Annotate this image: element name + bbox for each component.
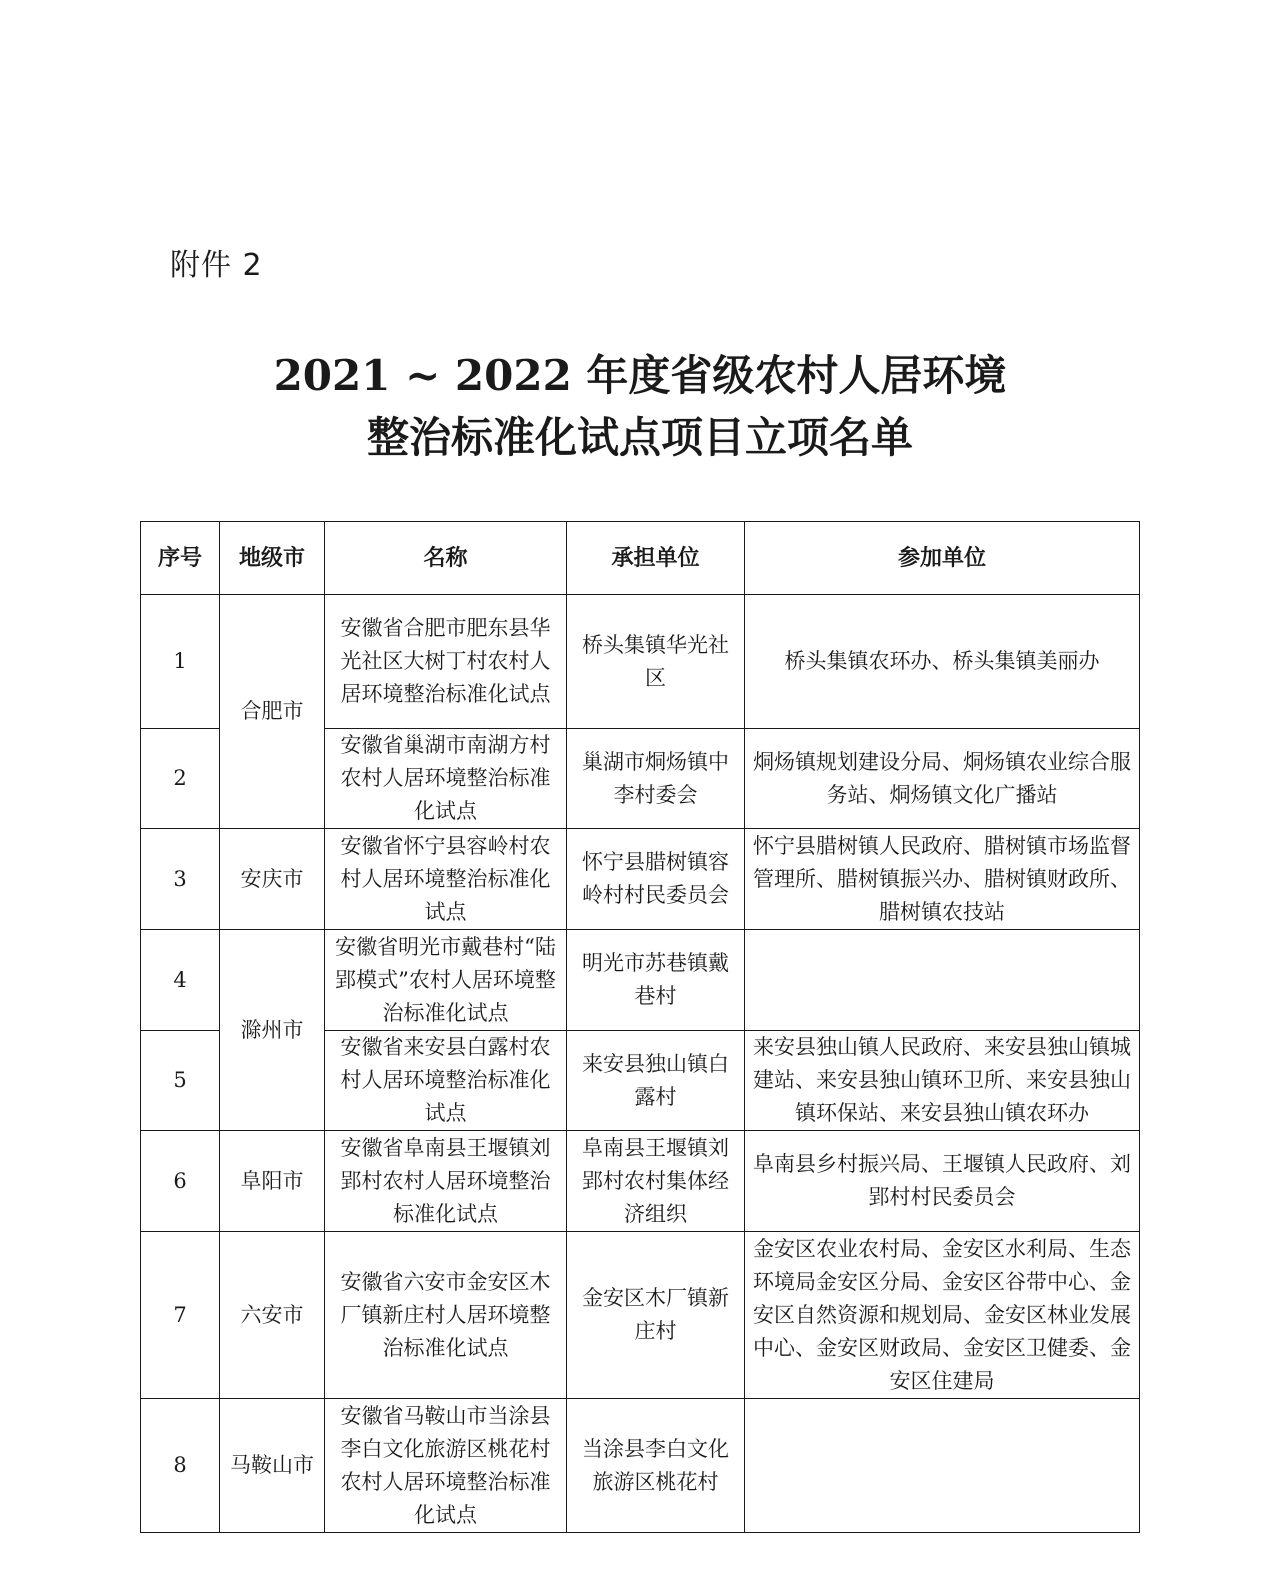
- row-name: 安徽省明光市戴巷村“陆郢模式”农村人居环境整治标准化试点: [325, 930, 567, 1031]
- row-participants: 金安区农业农村局、金安区水利局、生态环境局金安区分局、金安区谷带中心、金安区自然资源和规划局、金安区林业发展中心、金安区财政局、金安区卫健委、金安区住建局: [745, 1232, 1140, 1399]
- row-seq: 3: [141, 829, 220, 930]
- row-city: 安庆市: [220, 829, 325, 930]
- table-row: [141, 1399, 1140, 1533]
- header-seq: 序号: [141, 522, 220, 595]
- row-name: 安徽省怀宁县容岭村农村人居环境整治标准化试点: [325, 829, 567, 930]
- row-participants: 桥头集镇农环办、桥头集镇美丽办: [745, 595, 1140, 729]
- document-title-line-1: 2021 ~ 2022 年度省级农村人居环境: [273, 351, 1007, 400]
- row-city: 阜阳市: [220, 1131, 325, 1232]
- row-city: 滁州市: [220, 930, 325, 1131]
- row-undertaker: 怀宁县腊树镇容岭村村民委员会: [567, 829, 745, 930]
- row-participants: 阜南县乡村振兴局、王堰镇人民政府、刘郢村村民委员会: [745, 1131, 1140, 1232]
- row-participants: [745, 1399, 1140, 1533]
- table-header-row: [141, 522, 1140, 595]
- row-city: 马鞍山市: [220, 1399, 325, 1533]
- row-undertaker: 明光市苏巷镇戴巷村: [567, 930, 745, 1031]
- table-row: [141, 829, 1140, 930]
- row-participants: 来安县独山镇人民政府、来安县独山镇城建站、来安县独山镇环卫所、来安县独山镇环保站、来安县独山镇农环办: [745, 1031, 1140, 1131]
- header-name: 名称: [325, 522, 567, 595]
- project-list-table: [140, 521, 1140, 1533]
- row-name: 安徽省巢湖市南湖方村农村人居环境整治标准化试点: [325, 729, 567, 829]
- row-name: 安徽省阜南县王堰镇刘郢村农村人居环境整治标准化试点: [325, 1131, 567, 1232]
- document-title-line-2: 整治标准化试点项目立项名单: [366, 413, 913, 462]
- row-undertaker: 当涂县李白文化旅游区桃花村: [567, 1399, 745, 1533]
- row-city: 合肥市: [220, 595, 325, 829]
- row-name: 安徽省马鞍山市当涂县李白文化旅游区桃花村农村人居环境整治标准化试点: [325, 1399, 567, 1533]
- row-seq: 2: [141, 729, 220, 829]
- row-seq: 8: [141, 1399, 220, 1533]
- row-undertaker: 巢湖市烔炀镇中李村委会: [567, 729, 745, 829]
- row-participants: [745, 930, 1140, 1031]
- row-undertaker: 阜南县王堰镇刘郢村农村集体经济组织: [567, 1131, 745, 1232]
- row-seq: 1: [141, 595, 220, 729]
- table-row: [141, 930, 1140, 1031]
- row-city: 六安市: [220, 1232, 325, 1399]
- row-participants: 怀宁县腊树镇人民政府、腊树镇市场监督管理所、腊树镇振兴办、腊树镇财政所、腊树镇农技站: [745, 829, 1140, 930]
- row-seq: 6: [141, 1131, 220, 1232]
- header-participants: 参加单位: [745, 522, 1140, 595]
- row-seq: 7: [141, 1232, 220, 1399]
- row-name: 安徽省合肥市肥东县华光社区大树丁村农村人居环境整治标准化试点: [325, 595, 567, 729]
- row-seq: 4: [141, 930, 220, 1031]
- row-name: 安徽省来安县白露村农村人居环境整治标准化试点: [325, 1031, 567, 1131]
- row-undertaker: 来安县独山镇白露村: [567, 1031, 745, 1131]
- row-name: 安徽省六安市金安区木厂镇新庄村人居环境整治标准化试点: [325, 1232, 567, 1399]
- row-undertaker: 桥头集镇华光社区: [567, 595, 745, 729]
- table-row: [141, 1232, 1140, 1399]
- row-seq: 5: [141, 1031, 220, 1131]
- header-undertaker: 承担单位: [567, 522, 745, 595]
- row-participants: 烔炀镇规划建设分局、烔炀镇农业综合服务站、烔炀镇文化广播站: [745, 729, 1140, 829]
- row-undertaker: 金安区木厂镇新庄村: [567, 1232, 745, 1399]
- header-city: 地级市: [220, 522, 325, 595]
- table-row: [141, 1131, 1140, 1232]
- attachment-label: 附件 2: [170, 248, 263, 283]
- table-row: [141, 595, 1140, 729]
